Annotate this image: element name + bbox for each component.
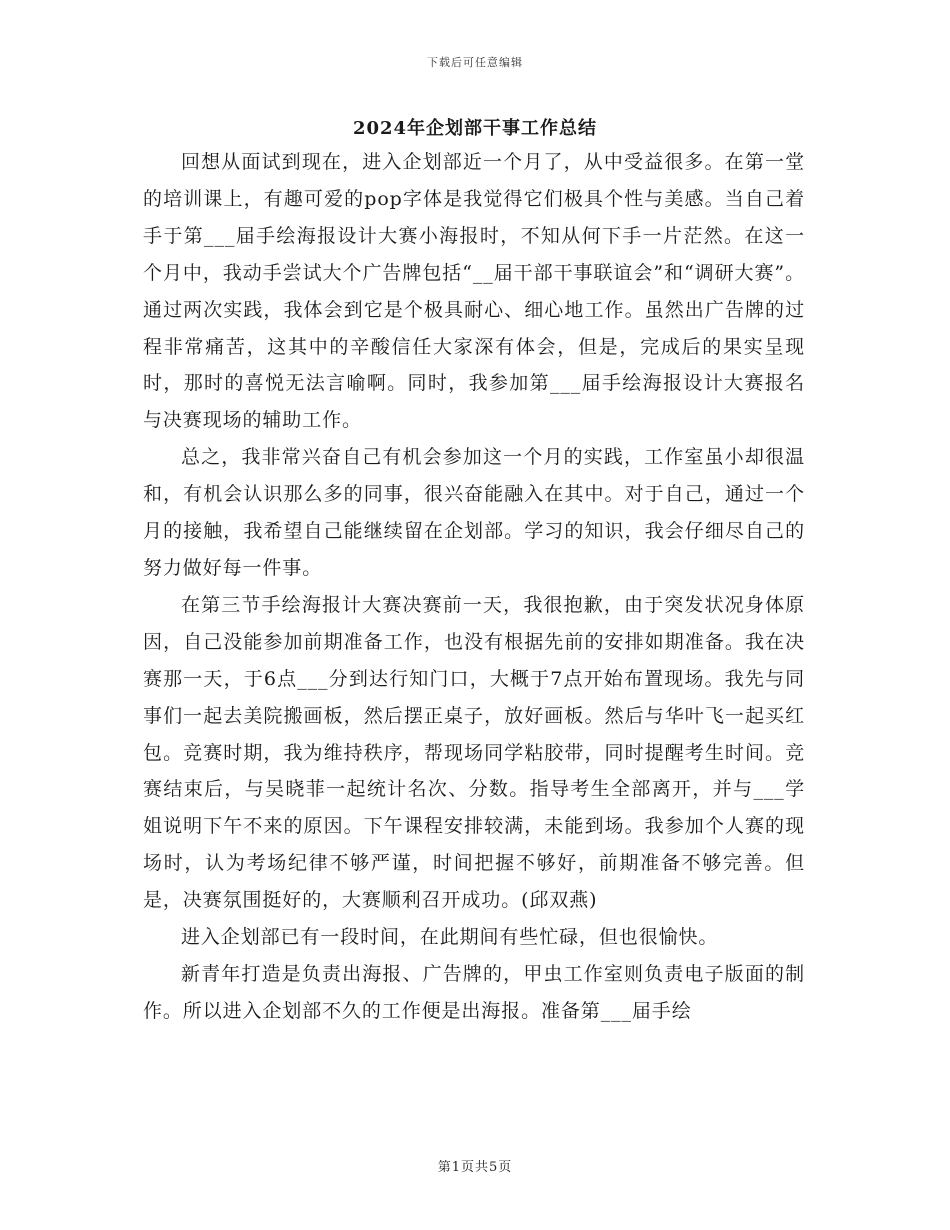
paragraph-1: 回想从面试到现在，进入企划部近一个月了，从中受益很多。在第一堂的培训课上，有趣可爱的pop字体是我觉得它们极具个性与美感。当自己着手于第___届手绘海报设计大赛小海报时，不知从何下手一片茫然。在这一个月中，我动手尝试大个广告牌包括“__届干部干事联谊会”和“调研大赛”。通过两次实践，我体会到它是个极具耐心、细心地工作。虽然出广告牌的过程非常痛苦，这其中的辛酸信任大家深有体会，但是，完成后的果实呈现时，那时的喜悦无法言喻啊。同时，我参加第___届手绘海报设计大赛报名与决赛现场的辅助工作。 [143, 151, 805, 432]
page-footer: 第1页共5页 [437, 1160, 513, 1175]
paragraph-2: 总之，我非常兴奋自己有机会参加这一个月的实践，工作室虽小却很温和，有机会认识那么多的同事，很兴奋能融入在其中。对于自己，通过一个月的接触，我希望自己能继续留在企划部。学习的知识，我会仔细尽自己的努力做好每一件事。 [143, 446, 805, 579]
paragraph-3: 在第三节手绘海报计大赛决赛前一天，我很抱歉，由于突发状况身体原因，自己没能参加前期准备工作，也没有根据先前的安排如期准备。我在决赛那一天，于6点___分到达行知门口，大概于7点开始布置现场。我先与同事们一起去美院搬画板，然后摆正桌子，放好画板。然后与华叶飞一起买红包。竞赛时期，我为维持秩序，帮现场同学粘胶带，同时提醒考生时间。竞赛结束后，与吴晓菲一起统计名次、分数。指导考生全部离开，并与___学姐说明下午不来的原因。下午课程安排较满，未能到场。我参加个人赛的现场时，认为考场纪律不够严谨，时间把握不够好，前期准备不够完善。但是，决赛氛围挺好的，大赛顺利召开成功。(邱双燕) [143, 593, 805, 912]
document-title: 2024年企划部干事工作总结 [352, 118, 598, 139]
paragraph-5: 新青年打造是负责出海报、广告牌的，甲虫工作室则负责电子版面的制作。所以进入企划部不久的工作便是出海报。准备第___届手绘 [143, 962, 805, 1022]
paragraph-4: 进入企划部已有一段时间，在此期间有些忙碌，但也很愉快。 [181, 926, 719, 949]
page-header-note: 下载后可任意编辑 [427, 56, 523, 69]
document-body [143, 144, 805, 1030]
